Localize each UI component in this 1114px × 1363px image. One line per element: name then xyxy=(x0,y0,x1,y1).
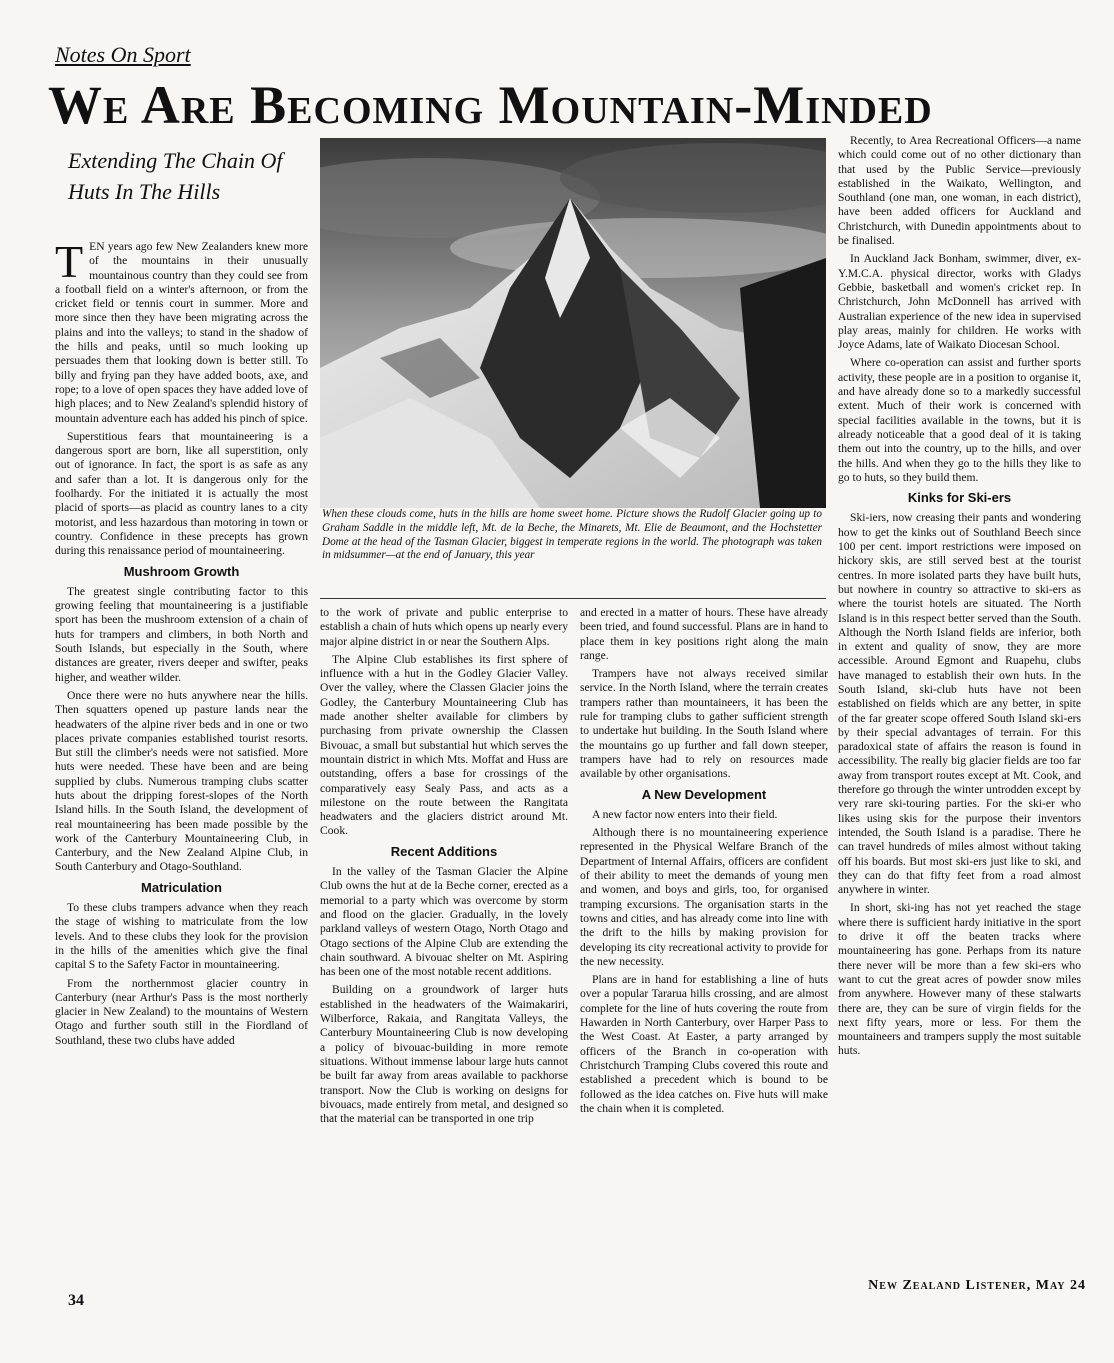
subhead: A New Development xyxy=(641,786,767,802)
paragraph: The greatest single contributing factor to this growing feeling that mountaineering is a justifiable sport has been the mushroom extension of a chain of huts for trampers and climbers, in both North and South Islands, but especially in the South, where distances are greater, rivers deeper and swifter, peaks higher, and weather wilder. xyxy=(55,584,308,684)
subhead: Recent Additions xyxy=(390,843,498,859)
subhead: Mushroom Growth xyxy=(123,563,240,579)
column-1 xyxy=(55,236,308,1052)
deck: Extending The Chain Of Huts In The Hills xyxy=(68,148,283,204)
photo-illustration xyxy=(320,138,826,508)
paragraph: Ski-iers, now creasing their pants and wondering how to get the kinks out of Southland Beech since 100 per cent. import restrictions were imposed on hickory skis, are still served best at the tourist centres. In more isolated parts they have built huts, but nowhere in country so attractive to ski-ers as where the tourist hotels are situated. The North Island is in this respect better served than the South. Although the North Island fields are inferior, both in extent and quality of snow, they are more accessible. Around Egmont and Ruapehu, clubs have managed to establish their own huts. In the South Island, ski-club huts have not been established on fields which are any better, in spite of the far greater scope offered South Island ski-ers by their special advantages of terrain. For this paradoxical state of affairs the reason is found in accessibility. The really big glacier fields are too far away from transport routes except at Mt. Cook, and therefore go through the winter untrodden except by very rare ski-touring parties. For the ski-er who likes using skis for the purpose their inventors intended, the South Island is a paradise. There he can travel hundreds of miles almost without taking off his boards. But most ski-ers just like to ski, and they can do that fifty feet from a road almost anywhere in winter. xyxy=(838,511,1081,897)
publication-footer: New Zealand Listener, May 24 xyxy=(868,1278,1086,1293)
section-kicker: Notes On Sport xyxy=(55,42,191,67)
paragraph: Where co-operation can assist and further sports activity, these people are in a position to organise it, and have already done so to a markedly successful extent. Much of their work is concerned with special facilities available in the towns, but it is already noticeable that a good deal of it is taking them out into the country, up to the hills, and over the hills. And when they go to the hills they like to go to huts, so they build them. xyxy=(838,356,1081,484)
paragraph: Trampers have not always received similar service. In the North Island, where the terrain creates trampers rather than mountaineers, it has been the rule for tramping clubs to gather sufficient strength to undertake hut building. In the South Island where the mountains go up further and fall down steeper, trampers have had to rely on resources made available by other organisations. xyxy=(580,667,828,781)
divider xyxy=(320,598,826,599)
column-4 xyxy=(838,134,1081,1063)
paragraph: To these clubs trampers advance when they reach the stage of wishing to matriculate from the low levels. And to these clubs they look for the provision in the hills of the amenities which give the final capital S to the Safety Factor in mountaineering. xyxy=(55,901,308,972)
paragraph: to the work of private and public enterprise to establish a chain of huts which opens up nearly every major alpine district in or near the Southern Alps. xyxy=(320,606,568,648)
paragraph: A new factor now enters into their field. xyxy=(592,807,778,821)
paragraph: In the valley of the Tasman Glacier the Alpine Club owns the hut at de la Beche corner, erected as a memorial to a party which was overcome by storm and flood on the glacier. Gradually, in the lovely parkland valleys of western Otago, North Otago and Otago sections of the Alpine Club are extending the chain southward. A bivouac shelter on Mt. Aspiring has been one of the most notable recent additions. xyxy=(320,865,568,979)
paragraph: Recently, to Area Recreational Officers—a name which could come out of no other dictionary than that used by the Public Service—previously established in the Waikato, Wellington, and Southland (one man, one woman, in each district), have been added officers for Auckland and Christchurch, with Dunedin appointments about to be finalised. xyxy=(838,134,1081,248)
drop-cap: T xyxy=(55,236,84,287)
paragraph: Once there were no huts anywhere near the hills. Then squatters opened up pasture lands near the headwaters of the alpine river beds and in one or two places private companies established tourist resorts. But still the climber's needs were not satisfied. More huts were needed. These have been and are being supplied by clubs. Numerous tramping clubs scatter huts about the dripping forest-slopes of the North Island hills. In the South Island, the development of real mountaineering has been made possible by the work of the Canterbury Mountaineering Club, in Canterbury, and the New Zealand Alpine Club, in South Canterbury and Otago-Southland. xyxy=(55,688,308,874)
paragraph: In Auckland Jack Bonham, swimmer, diver, ex-Y.M.C.A. physical director, works with Gladys Gebbie, basketball and women's cricket rep. In Christchurch, John McDonnell has arrived with Australian experience of the new idea in supervised play areas, mainly for children. He works with Joyce Adams, late of Waikato Diocesan School. xyxy=(838,252,1081,352)
paragraph: TEN years ago few New Zealanders knew more of the mountains in their unusually mountainous country than they could see from a football field on a winter's afternoon, or from the cricket field or tennis court in summer. More and more since then they have been migrating across the plains and into the valleys; to stand in the shadow of the hills and peaks, until so much looking up persuades them that looking down is better still. To billy and frying pan they have added boots, axe, and rope; to a love of open spaces they have added love of high places; and to New Zealand's splendid history of mountain adventure each has added his pinch of spice. xyxy=(55,236,308,425)
subhead: Matriculation xyxy=(141,879,222,895)
paragraph: In short, ski-ing has not yet reached the stage where there is sufficient hardy initiative in the sport to drive it off the beaten tracks where mountaineering has gone. Perhaps from its nature there never will be more than a few ski-ers who want to cut the great acres of powder snow miles from anywhere. However many of these stalwarts there are, they can be sure of virgin fields for the next fifty years, more or less. For them the mountaineers and trampers supply the most suitable huts. xyxy=(838,901,1081,1058)
paragraph: Superstitious fears that mountaineering is a dangerous sport are born, like all superstition, only out of ignorance. In fact, the sport is as safe as any and safer than a lot. It is dangerous only for the foolhardy. For the initiated it is actually the most placid of sports—as placid as country lanes to a city motorist, and less hazardous than motoring in town or country. Confidence in these precepts has grown during this renaissance period of mountaineering. xyxy=(55,429,308,558)
headline: We Are Becoming Mountain-Minded xyxy=(48,75,933,135)
paragraph: From the northernmost glacier country in Canterbury (near Arthur's Pass is the most northerly glacier in New Zealand) to the mountains of Western Otago and further south still in the Fiordland of Southland, these two clubs have added xyxy=(55,976,308,1047)
paragraph: The Alpine Club establishes its first sphere of influence with a hut in the Godley Glacier Valley. Over the valley, where the Classen Glacier joins the Godley, the Canterbury Mountaineering Club has made another shelter available for climbers by purchasing from private ownership the Classen Bivouac, a small but substantial hut which serves the mountain district in which Mts. Moffat and Huss are outstanding, offers a base for crossings of the comparatively easy Sealy Pass, and acts as a milestone on the route between the Rangitata headwaters and the glaciers district around Mt. Cook. xyxy=(320,652,568,838)
column-2 xyxy=(320,606,568,1130)
mountain-photo xyxy=(320,138,826,508)
paragraph: Although there is no mountaineering experience represented in the Physical Welfare Branch of the Department of Internal Affairs, officers are confident of their ability to meet the demands of young men and women, and boys and girls, too, for organised tramping excursions. The organisation starts in the towns and cities, and has already come into line with the drift to the hills by making provision for developing its city recreational activity to provide for the new necessity. xyxy=(580,826,828,968)
paragraph: Building on a groundwork of larger huts established in the headwaters of the Waimakariri, Wilberforce, Rakaia, and Rangitata Valleys, the Canterbury Mountaineering Club is now developing a policy of bivouac-building in more remote situations. Without immense labour large huts cannot be built far away from areas available to packhorse transport. Now the Club is working on designs for bivouacs, made entirely from metal, and designed so that the material can be transported in one trip xyxy=(320,983,568,1126)
page-number: 34 xyxy=(68,1292,84,1309)
subhead: Kinks for Ski-ers xyxy=(907,490,1012,506)
column-3 xyxy=(580,606,828,1120)
photo-caption: When these clouds come, huts in the hills are home sweet home. Picture shows the Rudolf Glacier going up to Graham Saddle in the middle left, Mt. de la Beche, the Minarets, Mt. Elie de Beaumont, and the Hochstetter Dome at the head of the Tasman Glacier, biggest in temperate regions in the world. The photograph was taken in midsummer—at the end of January, this year xyxy=(322,508,822,562)
paragraph: Plans are in hand for establishing a line of huts over a popular Tararua hills crossing, and are almost complete for the line of huts covering the route from Hawarden in North Canterbury, over Harper Pass to the West Coast. At Easter, a party arranged by officers of the Branch in co-operation with Christchurch Tramping Clubs covered this route and established a precedent which is bound to be followed as the idea catches on. Five huts will make the chain when it is completed. xyxy=(580,973,828,1115)
paragraph: and erected in a matter of hours. These have already been tried, and found successful. Plans are in hand to place them in key positions right along the main range. xyxy=(580,606,828,662)
